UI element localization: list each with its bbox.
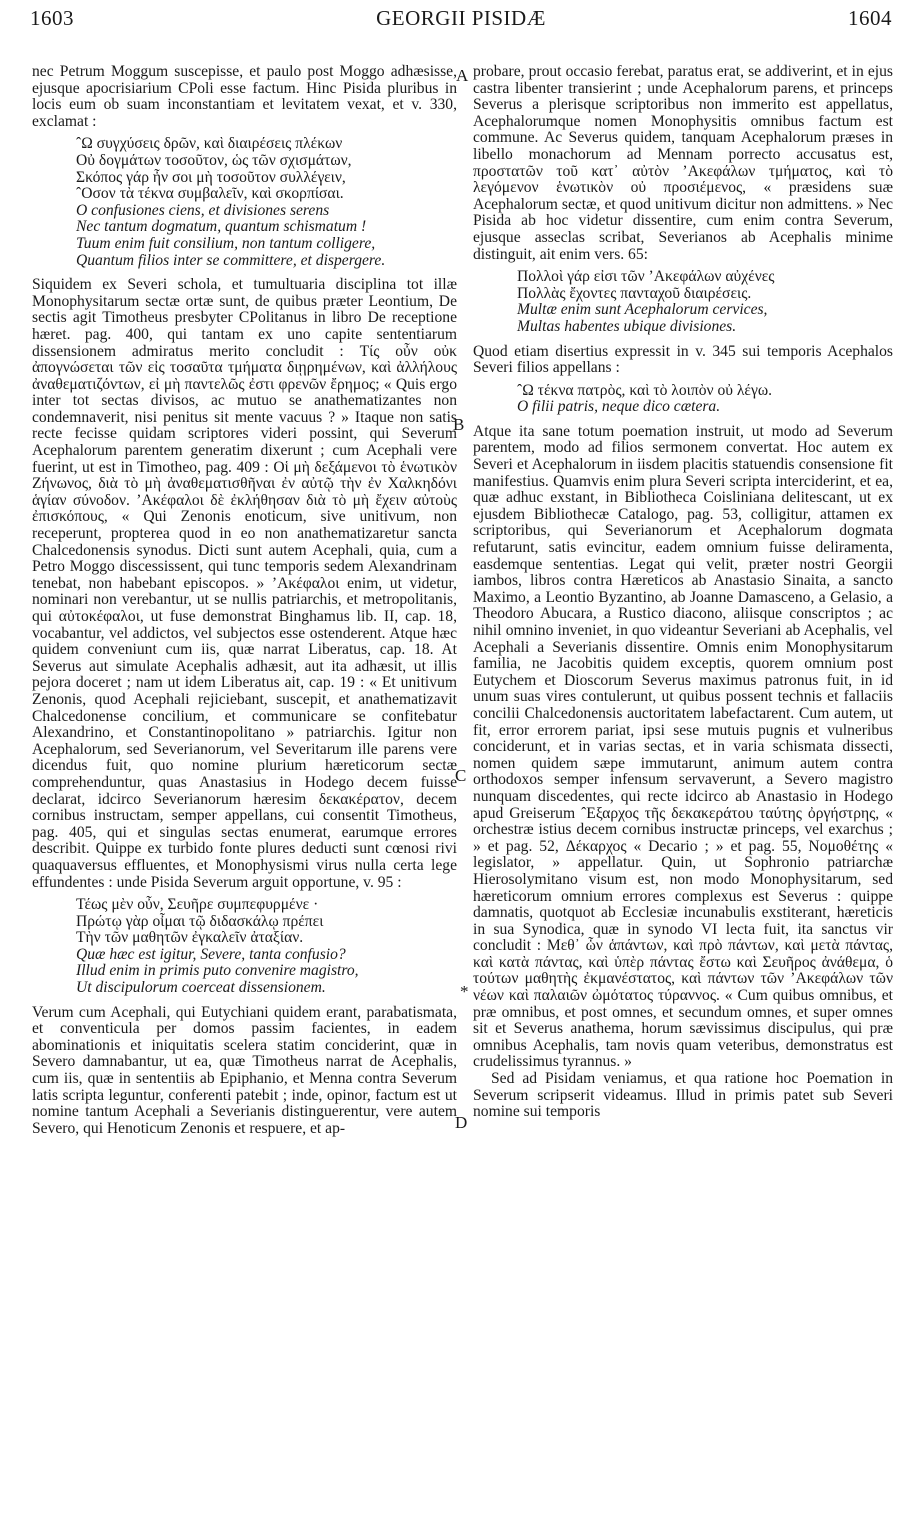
page-number-left: 1603	[30, 6, 74, 30]
verse-line: Σκόπος γάρ ἦν σοι μὴ τοσοῦτον συλλέγειν,	[76, 168, 346, 186]
verse-line: Τὴν τῶν μαθητῶν ἐγκαλεῖν ἀταξίαν.	[76, 929, 304, 947]
left-column	[32, 64, 457, 1137]
paragraph: Quod etiam disertius expressit in v. 345 sui temporis Acephalos Severi filios appellans :	[473, 342, 893, 377]
verse-line: Quantum filios inter se committere, et dispergere.	[76, 251, 386, 269]
verse-line: ˆΩ συγχύσεις δρῶν, καὶ διαιρέσεις πλέκων	[76, 135, 343, 153]
verse-line: ˆΩ τέκνα πατρὸς, καὶ τὸ λοιπὸν οὐ λέγω.	[517, 381, 773, 399]
verse-line: Πολλοὶ γάρ εἰσι τῶν ʼΑκεφάλων αὐχένες	[517, 268, 775, 286]
margin-letter-d: D	[455, 1113, 468, 1132]
verse-line: Tuum enim fuit consilium, non tantum colligere,	[76, 234, 376, 252]
verse-line: ˆΟσον τὰ τέκνα συμβαλεῖν, καὶ σκορπίσαι.	[76, 185, 344, 203]
verse-line: Illud enim in primis puto convenire magistro,	[76, 962, 359, 980]
verse-line: Nec tantum dogmatum, quantum schismatum !	[76, 218, 367, 236]
verse-line: Quæ hæc est igitur, Severe, tanta confusio?	[76, 945, 346, 963]
verse-line: Οὐ δογμάτων τοσοῦτον, ὡς τῶν σχισμάτων,	[76, 151, 352, 169]
right-column	[473, 64, 893, 1121]
verse-line: O confusiones ciens, et divisiones serens	[76, 201, 330, 219]
paragraph: Siquidem ex Severi schola, et tumultuaria disciplina tot illæ Monophysitarum sectæ ortæ sunt, de quibus præter Leontium, De sectis agit Timotheus presbyter CPolitanus in libro De receptione hæret. pag. 400, qui tantam ex uno capite sententiarum dissensionem admiratus merito concludit : Τίς οὖν οὐκ ἀπογνώσεται τῶν εἰς τοσαῦτα τμήματα διῃρημένων, καὶ ἀλλήλους ἀναθεματιζόντων, εἰ μὴ παντελῶς ἐστι φρενῶν ἔρημος; « Quis ergo inter tot sectas divisos, ac mutuo se anathematizantes non condemnaverit, nisi penitus sit mente vacuus ? » Itaque non satis recte fecisse quidam scriptores videri possint, qui Severum Acephalorum parentem generatim dixerunt ; cum Acephali vere fuerint, ut est in Timotheo, pag. 409 : Οἱ μὴ δεξάμενοι τὸ ἑνωτικὸν Ζήνωνος, διὰ τὸ μὴ ἀναθεματισθῆναι ἐν αὐτῷ τὴν ἐν Χαλκηδόνι ἁγίαν σύνοδον. ʼΑκέφαλοι δὲ ἐκλήθησαν διὰ τὸ μὴ ἔχειν αὐτοὺς ἐπισκόπους, « Qui Zenonis enoticum, sive unitivum, non receperunt, propterea quod in eo non anathematizaretur sancta Chalcedonensis synodus. Dicti sunt autem Acephali, quia, cum a Petro Moggo discessissent, qui tunc temporis sedem Alexandrinam tenebat, non habebant episcopos. » ʼΑκέφαλοι enim, ut videtur, nominari non verebantur, ut se nullis patriarchis, et metropolitanis, qui αὐτοκέφαλοι, ut fuse demonstrat Binghamus lib. II, cap. 18, vocabantur, vel addictos, vel subjectos esse ostenderent. Atque hæc quidem conveniunt cum iis, quæ narrat Liberatus, cap. 18. At Severus aut simulate Acephalis adhæsit, aut ita adhæsit, ut illis pejora doceret ; nam ut idem Liberatus ait, cap. 19 : « Et unitivum Zenonis, quod Acephali rejiciebant, suscepit, et anathematizavit Chalcedonense concilium, et communicare se confitebatur Alexandrino, et Constantinopolitano » patriarchis. Igitur non Acephalorum, sed Severianorum, vel Severitarum ille parens vere dicendus fuit, quo nomine plurium hæreticorum sectæ comprehenduntur, quas Anastasius in Hodego decem fuisse declarat, idcirco Severianorum hæresim δεκακέρατον, decem cornibus instructam, semper appellans, cui consentit Timotheus, pag. 405, qui et singulas sectas enumerat, earumque errores describit. Quippe ex turbido fonte plures deducti sunt cœnosi rivi quaquaversus effluentes, et Monophysismi virus nulla certa lege effundentes : unde Pisida Severum arguit opportune, v. 95 :	[32, 276, 457, 891]
verse-line: Πρώτῳ γὰρ οἶμαι τῷ διδασκάλῳ πρέπει	[76, 912, 324, 930]
verse-block	[473, 269, 893, 335]
paragraph: Atque ita sane totum poemation instruit, ut modo ad Severum parentem, modo ad filios sermonem convertat. Hoc autem ex Severi et Acephalorum in iisdem placitis statuendis consensione fit manifestius. Quamvis enim plura Severi scripta interciderint, et ea, quæ adhuc exstant, in Bibliotheca Coisliniana delitescant, ut ex ejusdem Bibliothecæ Catalogo, pag. 53, colligitur, attamen ex scriptoribus, qui Severianorum et Acephalorum dogmata refutarunt, satis evincitur, eadem omnium fuisse deliramenta, easdemque sententias. Legat qui velit, præter nostri Georgii iambos, libros contra Hæreticos ab Anastasio Sinaita, a sancto Maximo, a Leontio Byzantino, ab Joanne Damasceno, a Gelasio, a Theodoro Abucara, a Rustico diacono, aliisque conscriptos ; ac nihil omnino inveniet, in quo videantur Severiani ab Acephalis, vel Acephali a Severianis dissentire. Omnis enim Monophysitarum familia, ne Jacobitis quidem exceptis, quorem omnium post Eutychem et Dioscorum Severus maximus patronus fuit, in id unum suas vires contulerunt, ut quibus possent technis et fallaciis concilii Chalcedonensis auctoritatem labefactarent. Cum autem, ut fit, error errorem pariat, ipsi sese mutuis pugnis et vulneribus conciderunt, et in varias sectas, et in varia schismata dissecti, nomen quidem sæpe immutarunt, animum autem contra orthodoxos semper infensum servaverunt, a Severo magistro nunquam discedentes, qui recte idcirco ab Anastasio in Hodego apud Greiserum ˆΕξαρχος τῆς δεκακεράτου ταύτης ὀργήστρης, « orchestræ istius decem cornibus instructæ princeps, vel exarchus ; » et pag. 52, Δέκαρχος « Decario ; » et pag. 55, Νομοθέτης « legislator, » appellatur. Quin, ut Sophronio patriarchæ Hierosolymitano visum est, non modo Monophysitarum, sed hæreticorum omnium errores complexus est Severus : quippe damnatis, quotquot ab Ecclesiæ incunabulis exstiterant, hæreticis in sua Synodica, quæ in synodo VI lecta fuit, ita sanctus vir concludit : Μεθ᾽ ὧν ἁπάντων, καὶ πρὸ πάντων, καὶ μετὰ πάντας, καὶ κατὰ πάντας, καὶ ὑπὲρ πάντας ἔστω καὶ Σευῆρος ἀνάθεμα, ὁ τούτων μαθητὴς ἐκμανέστατος, καὶ πάντων τῶν ʼΑκεφάλων τῶν νέων καὶ παλαιῶν ὠμότατος τύραννος. « Cum quibus omnibus, et præ omnibus, et post omnes, et secundum omnes, et super omnes sit et Severus anathema, horum sævissimus discipulus, qui præ omnibus Acephalis, tam novis quam veteribus, demonstratus est crudelissimus tyrannus. »	[473, 422, 893, 1071]
margin-letter-c: C	[455, 766, 467, 785]
margin-letter-b: B	[453, 415, 465, 434]
verse-line: Ut discipulorum coerceat dissensionem.	[76, 979, 326, 997]
running-title: GEORGII PISIDÆ	[376, 6, 546, 30]
verse-block	[32, 897, 457, 997]
paragraph: Verum cum Acephali, qui Eutychiani quidem erant, parabatismata, et conventicula per domos passim facientes, in eadem abominationis et iniquitatis scelera statim conciderint, quæ in Severo damnabantur, ut ea, quæ Timotheus narrat de Acephalis, cum iis, quæ in sententiis ab Epiphanio, et Menna contra Severum latis scripta leguntur, conferenti patebit ; inde, opinor, factum est ut nomine tantum Acephali a Severianis distinguerentur, vere autem Severo, qui Henoticum Zenonis et respuere, et ap-	[32, 1003, 457, 1137]
margin-asterisk: *	[460, 982, 469, 1001]
verse-line: Multæ enim sunt Acephalorum cervices,	[517, 301, 768, 319]
page-header	[30, 6, 892, 36]
verse-line: Multas habentes ubique divisiones.	[517, 317, 737, 335]
page-number-right: 1604	[848, 6, 892, 30]
verse-line: Πολλὰς ἔχοντες πανταχοῦ διαιρέσεις.	[517, 284, 752, 302]
verse-block	[473, 383, 893, 416]
paragraph: Sed ad Pisidam veniamus, et qua ratione hoc Poemation in Severum scripserit videamus. Illud in primis patet sub Severi nomine sui temporis	[473, 1070, 893, 1121]
paragraph: nec Petrum Moggum suscepisse, et paulo post Moggo adhæsisse, ejusque apocrisiarium CPoli esse factum. Hinc Pisida pluribus in locis eum ob suam inconstantiam et levitatem vexat, et v. 330, exclamat :	[32, 63, 457, 130]
margin-letter-a: A	[456, 66, 469, 85]
verse-block	[32, 136, 457, 269]
paragraph: probare, prout occasio ferebat, paratus erat, se addiverint, et in ejus castra libenter transierint ; unde Acephalorum parens, et princeps Severus a plerisque scriptoribus non immerito est appellatus, Acephalorumque nomen Monophysitis omnibus factum est commune. Ac Severus quidem, tanquam Acephalorum præses in libello monachorum ad Mennam porrecto accusatus est, προστατῶν τοῦ κατ᾽ αὐτὸν ʼΑκεφάλων τμήματος, καὶ τὸ λεγόμενον ἑνωτικὸν οὐ προσιέμενος, « præsidens suæ Acephalorum sectæ, et quod unitivum dicitur non admittens. » Nec Pisida ab hoc videtur dissentire, cum enim contra Severum, ejusque asseclas scribat, Severianos ab Acephalis minime distinguit, ait enim vers. 65:	[473, 63, 893, 263]
verse-line: O filii patris, neque dico cætera.	[517, 398, 721, 416]
verse-line: Τέως μὲν οὖν, Σευῆρε συμπεφυρμένε ·	[76, 896, 319, 914]
